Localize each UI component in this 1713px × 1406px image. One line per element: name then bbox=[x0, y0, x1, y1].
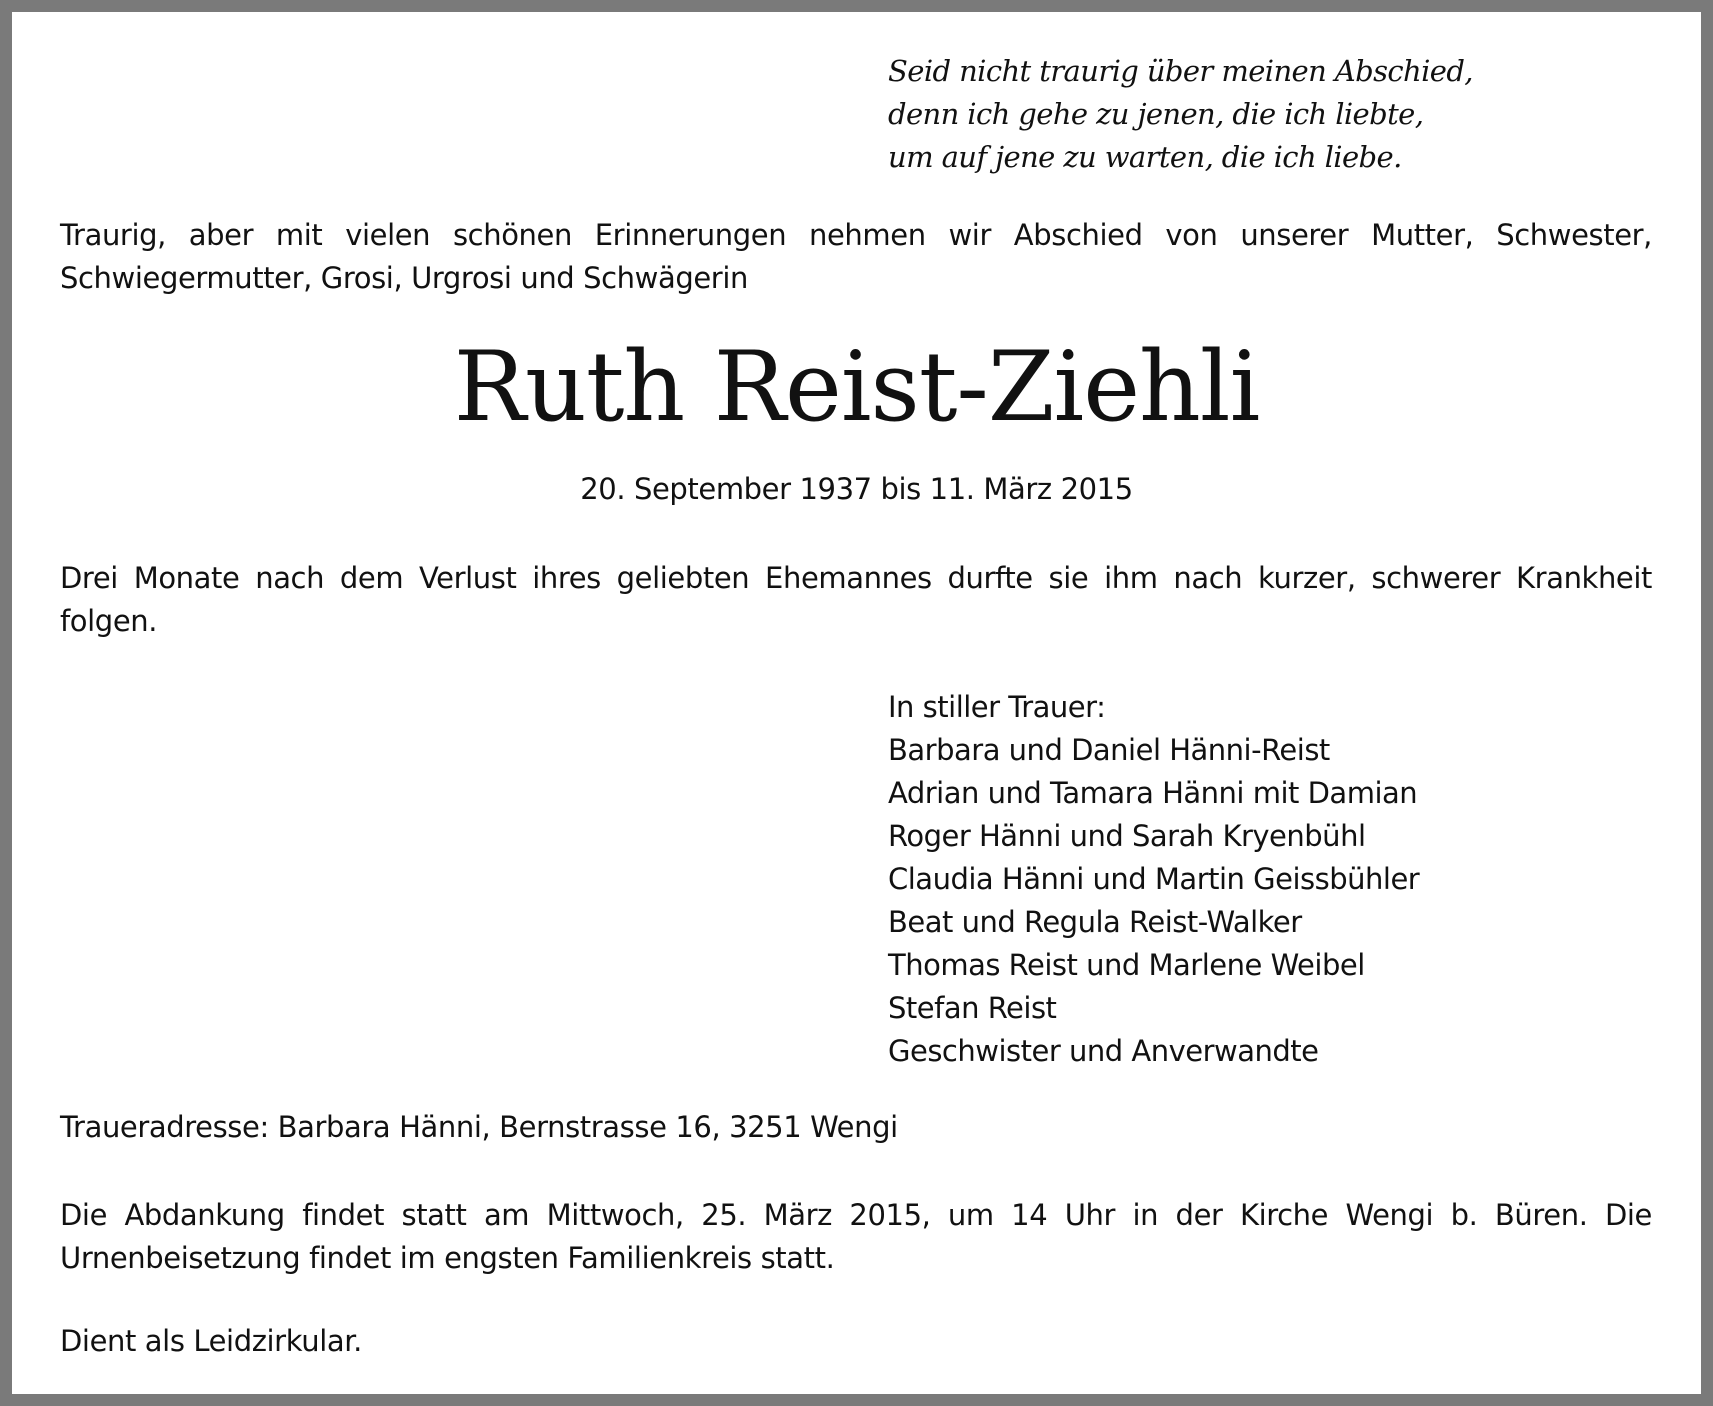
death-notice-text: Drei Monate nach dem Verlust ihres geliebten Ehemannes durfte sie ihm nach kurzer, schwerer Krankheit folgen. bbox=[60, 561, 1652, 638]
mourning-address: Traueradresse: Barbara Hänni, Bernstrasse 16, 3251 Wengi bbox=[60, 1110, 898, 1144]
memorial-verse bbox=[888, 50, 1473, 179]
mourner-name: Stefan Reist bbox=[888, 991, 1057, 1025]
mourners-heading: In stiller Trauer: bbox=[888, 690, 1106, 724]
circular-note: Dient als Leidzirkular. bbox=[60, 1324, 362, 1358]
verse-line: denn ich gehe zu jenen, die ich liebte, bbox=[888, 97, 1424, 131]
service-information: Die Abdankung findet statt am Mittwoch, 25. März 2015, um 14 Uhr in der Kirche Wengi b. Büren. Die Urnenbeisetzung findet im engsten Familienkreis statt. bbox=[60, 1198, 1652, 1275]
mourner-name: Claudia Hänni und Martin Geissbühler bbox=[888, 862, 1420, 896]
mourner-name: Thomas Reist und Marlene Weibel bbox=[888, 948, 1365, 982]
obituary-notice bbox=[12, 12, 1701, 1394]
mourners-list bbox=[888, 686, 1419, 1073]
mourner-name: Adrian und Tamara Hänni mit Damian bbox=[888, 776, 1418, 810]
verse-line: Seid nicht traurig über meinen Abschied, bbox=[888, 54, 1473, 88]
deceased-name: Ruth Reist-Ziehli bbox=[453, 331, 1260, 443]
life-dates: 20. September 1937 bis 11. März 2015 bbox=[580, 472, 1133, 506]
intro-text: Traurig, aber mit vielen schönen Erinnerungen nehmen wir Abschied von unserer Mutter, Schwester, Schwiegermutter, Grosi, Urgrosi und Schwägerin bbox=[60, 218, 1652, 295]
verse-line: um auf jene zu warten, die ich liebe. bbox=[888, 140, 1402, 174]
mourner-name: Barbara und Daniel Hänni-Reist bbox=[888, 733, 1330, 767]
mourner-name: Beat und Regula Reist-Walker bbox=[888, 905, 1302, 939]
mourner-name: Geschwister und Anverwandte bbox=[888, 1034, 1319, 1068]
mourner-name: Roger Hänni und Sarah Kryenbühl bbox=[888, 819, 1366, 853]
